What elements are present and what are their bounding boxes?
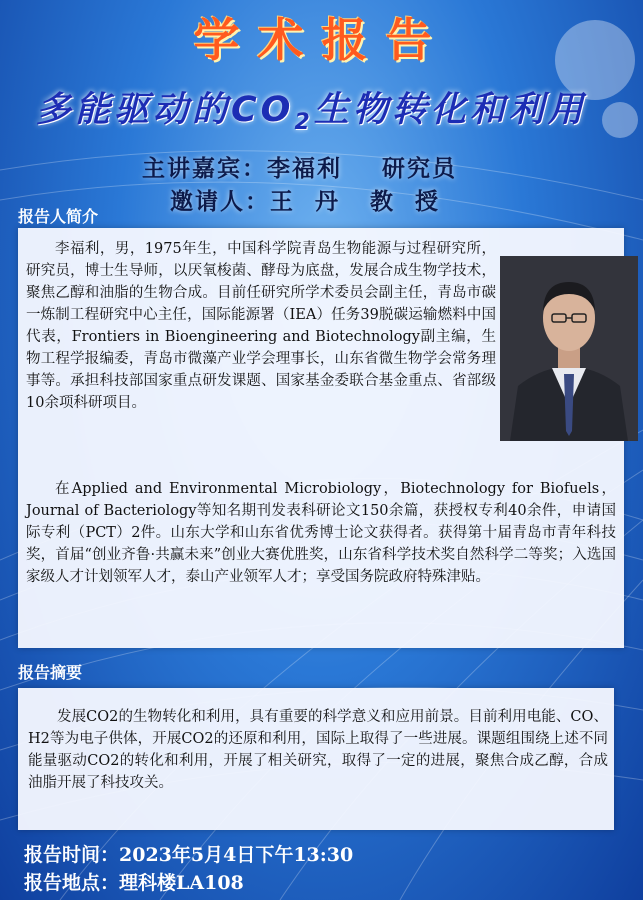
abstract-heading: 报告摘要 (18, 663, 83, 682)
bio-paragraph-2-container (26, 478, 616, 588)
abstract-text-container (28, 706, 608, 794)
bio-heading: 报告人简介 (18, 207, 99, 226)
bio-paragraph-2: 在Applied and Environmental Microbiology，Biotechnology for Biofuels，Journal of Bacteriology等知名期刊发表科研论文150余篇，获授权专利40余件，申请国际专利（PCT）2件。山东大学和山东省优秀博士论文获得者。获得第十届青岛市青年科技奖，首届“创业齐鲁·共赢未来”创业大赛优胜奖，山东省科学技术奖自然科学二等奖；入选国家级人才计划领军人才，泰山产业领军人才；享受国务院政府特殊津贴。 (26, 481, 616, 585)
bio-panel (18, 228, 624, 648)
speaker-photo (500, 256, 638, 441)
bio-paragraph-1: 李福利，男，1975年生，中国科学院青岛生物能源与过程研究所，研究员，博士生导师，以厌氧梭菌、酵母为底盘，发展合成生物学技术，聚焦乙醇和油脂的生物合成。目前任研究所学术委员会副主任，青岛市碳一炼制工程研究中心主任，国际能源署（IEA）任务39脱碳运输燃料中国代表，Frontiers in Bioengineering and Biotechnology副主编，生物工程学报编委，青岛市微藻产业学会理事长，山东省微生物学会常务理事等。承担科技部国家重点研发课题、国家基金委联合基金重点、省部级10余项科研项目。 (26, 241, 496, 411)
speaker-line: 主讲嘉宾：李福利 研究员 (142, 155, 458, 182)
speaker-portrait-icon (500, 256, 638, 441)
subtitle-part-2: 生物转化和利用 (313, 90, 587, 130)
subtitle-subscript: 2 (294, 110, 314, 135)
abstract-text: 发展CO2的生物转化和利用，具有重要的科学意义和应用前景。目前利用电能、CO、H2等为电子供体，开展CO2的还原和利用，国际上取得了一些进展。课题组围绕上述不同能量驱动CO2的转化和利用，开展了相关研究，取得了一定的进展，聚焦合成乙醇，合成油脂开展了科技攻关。 (28, 709, 608, 791)
report-location: 报告地点：理科楼LA108 (24, 872, 244, 894)
page-title: 学术报告 (193, 13, 450, 67)
host-line: 邀请人：王 丹 教 授 (170, 188, 441, 215)
bio-paragraph-1-container (26, 238, 496, 414)
report-time: 报告时间：2023年5月4日下午13:30 (24, 844, 354, 866)
subtitle-part-1: 多能驱动的CO (36, 90, 295, 130)
report-subtitle (36, 82, 636, 135)
abstract-panel (18, 688, 614, 830)
